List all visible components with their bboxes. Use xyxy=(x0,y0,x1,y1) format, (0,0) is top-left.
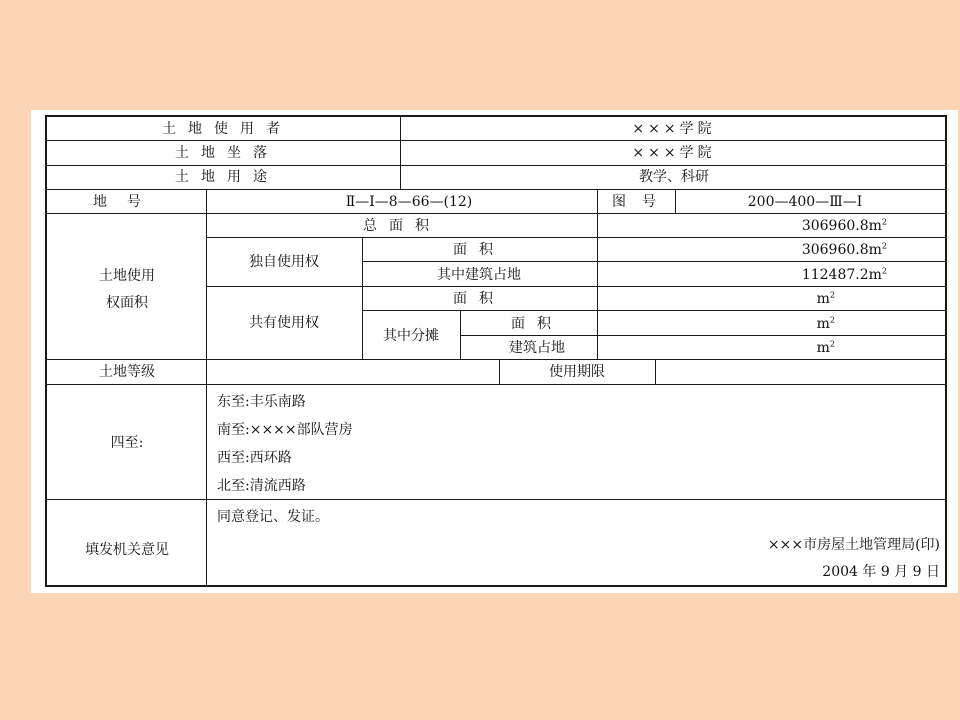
shared-use-label: 共有使用权 xyxy=(249,315,319,331)
apportion-building-label: 建筑占地 xyxy=(509,340,565,356)
land-location-label: 土地坐落 xyxy=(175,145,279,161)
row-divider xyxy=(362,310,945,311)
boundaries-label: 四至: xyxy=(110,435,144,451)
apportion-building-value: $m^2$ xyxy=(816,339,835,356)
exclusive-area-label: 面积 xyxy=(453,242,505,258)
column-divider xyxy=(206,189,207,585)
land-user-label: 土地使用者 xyxy=(162,121,292,137)
column-divider xyxy=(362,237,363,359)
opinion-text: 同意登记、发证。 xyxy=(217,509,329,525)
land-use-certificate-table xyxy=(45,115,947,587)
column-divider xyxy=(597,213,598,359)
issuing-authority-opinion-label: 填发机关意见 xyxy=(85,542,169,558)
exclusive-use-label: 独自使用权 xyxy=(249,254,319,270)
apportion-area-value: $m^2$ xyxy=(816,315,835,332)
exclusive-building-label: 其中建筑占地 xyxy=(437,267,521,283)
row-divider xyxy=(47,189,945,190)
issuer-name: ×××市房屋土地管理局(印) xyxy=(767,537,940,553)
shared-area-label: 面积 xyxy=(453,291,505,307)
apportion-area-label: 面积 xyxy=(511,316,563,332)
document-page xyxy=(31,110,958,593)
total-area-value: $306960.8m^2$ xyxy=(801,217,887,234)
row-divider xyxy=(460,335,945,336)
issue-date: 2004 年 9 月 9 日 xyxy=(822,564,940,580)
row-divider xyxy=(47,165,945,166)
column-divider xyxy=(400,117,401,189)
column-divider xyxy=(597,189,598,213)
row-divider xyxy=(362,261,945,262)
map-number-value: 200—400—Ⅲ—Ⅰ xyxy=(747,194,863,210)
land-grade-label: 土地等级 xyxy=(99,364,155,380)
lot-number-value: Ⅱ—Ⅰ—8—66—(12) xyxy=(345,194,473,210)
apportion-label: 其中分摊 xyxy=(383,328,439,344)
column-divider xyxy=(460,310,461,359)
land-user-value: ×××学院 xyxy=(632,121,716,137)
column-divider xyxy=(675,189,676,213)
row-divider xyxy=(206,237,945,238)
total-area-label: 总面积 xyxy=(363,218,441,234)
row-divider xyxy=(47,213,945,214)
exclusive-area-value: $306960.8m^2$ xyxy=(801,241,887,258)
row-divider xyxy=(206,286,945,287)
area-label-line2: 权面积 xyxy=(106,295,148,311)
boundary-south: 南至:××××部队营房 xyxy=(217,422,353,438)
row-divider xyxy=(47,499,945,500)
column-divider xyxy=(499,359,500,384)
boundary-east: 东至:丰乐南路 xyxy=(217,394,306,410)
column-divider xyxy=(655,359,656,384)
boundary-west: 西至:西环路 xyxy=(217,450,292,466)
row-divider xyxy=(47,359,945,360)
boundary-north: 北至:清流西路 xyxy=(217,478,306,494)
map-number-label: 图号 xyxy=(612,194,672,210)
row-divider xyxy=(47,140,945,141)
use-term-label: 使用期限 xyxy=(549,364,605,380)
land-location-value: ×××学院 xyxy=(632,145,716,161)
area-label-line1: 土地使用 xyxy=(99,268,155,284)
land-purpose-value: 教学、科研 xyxy=(639,169,709,185)
lot-number-label: 地号 xyxy=(93,194,161,210)
land-purpose-label: 土地用途 xyxy=(175,169,279,185)
exclusive-building-value: $112487.2m^2$ xyxy=(801,266,887,283)
shared-area-value: $m^2$ xyxy=(816,290,835,307)
row-divider xyxy=(47,384,945,385)
